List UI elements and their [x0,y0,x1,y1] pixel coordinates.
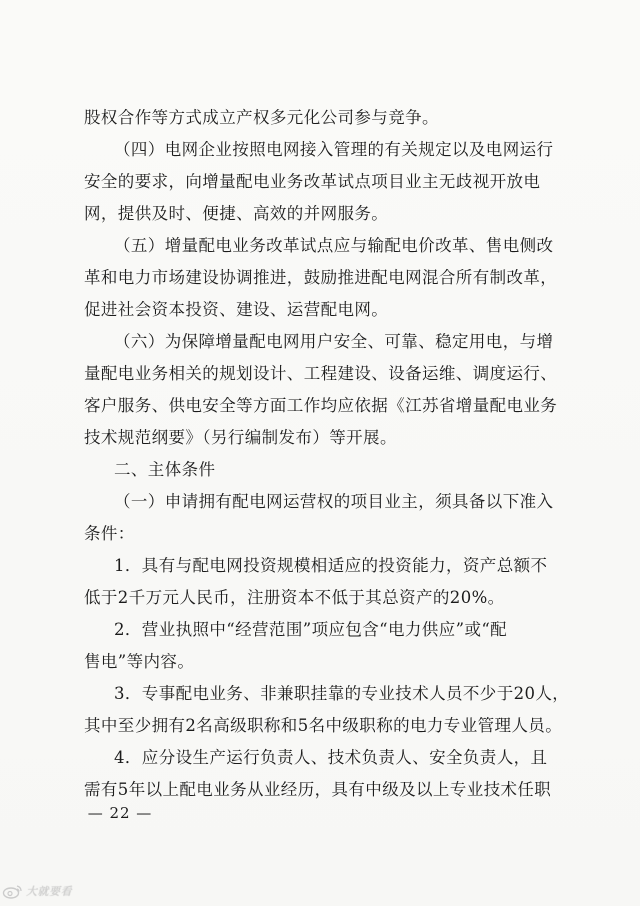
text-line-15: 1．具有与配电网投资规模相适应的投资能力，资产总额不 [114,556,548,575]
text-line-3: 安全的要求，向增量配电业务改革试点项目业主无歧视开放电 [84,172,541,191]
text-line-6: 革和电力市场建设协调推进，鼓励推进配电网混合所有制改革， [84,268,558,287]
text-line-13: （一）申请拥有配电网运营权的项目业主，须具备以下准入 [114,492,554,511]
text-line-14: 条件： [84,524,135,543]
watermark [2,880,72,902]
text-line-4: 网，提供及时、便捷、高效的并网服务。 [84,204,389,223]
text-line-20: 其中至少拥有2名高级职称和5名中级职称的电力专业管理人员。 [84,716,563,735]
text-line-10: 客户服务、供电安全等方面工作均应依据《江苏省增量配电业务 [84,396,558,415]
text-line-2: （四）电网企业按照电网接入管理的有关规定以及电网运行 [114,140,554,159]
text-line-18: 售电”等内容。 [84,652,195,671]
text-line-22: 需有5年以上配电业务从业经历，具有中级及以上专业技术任职 [84,780,552,799]
section-heading: 二、主体条件 [114,460,216,479]
text-line-5: （五）增量配电业务改革试点应与输配电价改革、售电侧改 [114,236,554,255]
text-line-17: 2．营业执照中“经营范围”项应包含“电力供应”或“配 [114,620,508,639]
watermark-text: 大就要看 [26,885,72,898]
text-line-7: 促进社会资本投资、建设、运营配电网。 [84,300,389,319]
text-line-11: 技术规范纲要》（另行编制发布）等开展。 [84,428,397,447]
text-line-9: 量配电业务相关的规划设计、工程建设、设备运维、调度运行、 [84,364,558,383]
text-line-1: 股权合作等方式成立产权多元化公司参与竞争。 [84,108,439,127]
text-line-16: 低于2千万元人民币，注册资本不低于其总资产的20%。 [84,588,505,607]
text-line-21: 4．应分设生产运行负责人、技术负责人、安全负责人，且 [114,748,548,767]
weibo-logo-icon [2,883,24,899]
text-line-8: （六）为保障增量配电网用户安全、可靠、稳定用电，与增 [114,332,554,351]
text-line-19: 3．专事配电业务、非兼职挂靠的专业技术人员不少于20人， [114,684,570,703]
page-number: — 22 — [87,804,153,822]
